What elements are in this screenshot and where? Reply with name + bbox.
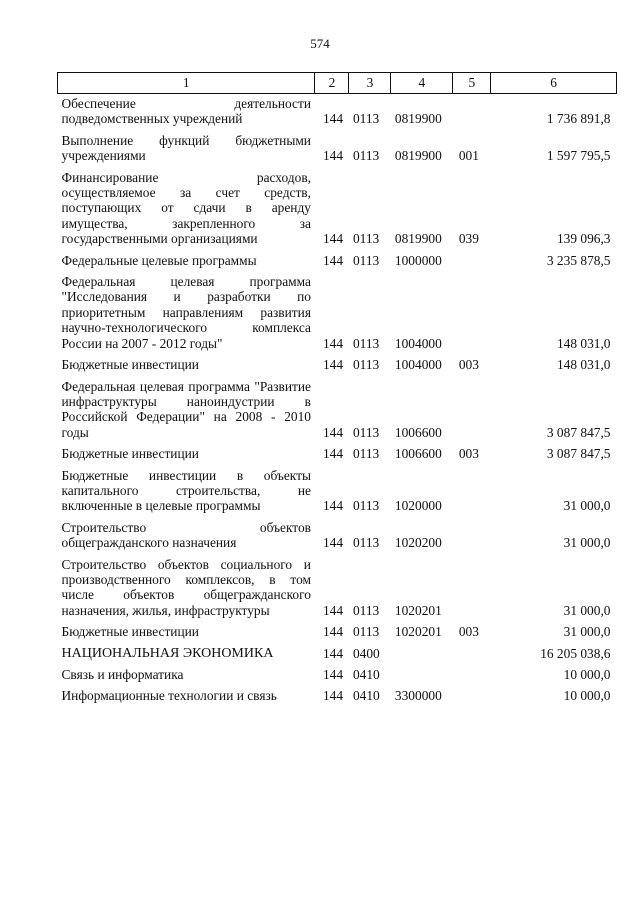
row-amount: 148 031,0 — [556, 335, 611, 351]
row-col3: 0113 — [352, 446, 380, 462]
row-col5: 001 — [458, 148, 479, 164]
row-col4: 1006600 — [394, 424, 442, 440]
table-row — [58, 518, 617, 555]
row-col5: 003 — [458, 624, 479, 640]
row-col2: 144 — [322, 231, 344, 247]
row-col2: 144 — [322, 424, 344, 440]
row-col2: 144 — [322, 335, 344, 351]
row-col3: 0113 — [352, 252, 380, 268]
row-amount: 16 205 038,6 — [540, 645, 611, 661]
row-name: Бюджетные инвестиции в объекты капитального строительства, не включенные в целевые программы — [61, 467, 311, 514]
row-col5 — [453, 94, 491, 131]
row-col3: 0113 — [352, 231, 380, 247]
row-amount: 1 597 795,5 — [546, 148, 611, 164]
table-row — [58, 377, 617, 445]
row-name: Связь и информатика — [61, 667, 184, 682]
row-amount: 148 031,0 — [556, 357, 611, 373]
table-row — [58, 272, 617, 355]
row-name: Бюджетные инвестиции — [61, 446, 199, 462]
row-col3: 0113 — [352, 498, 380, 514]
table-row — [58, 168, 617, 251]
table-row — [58, 555, 617, 623]
row-col5: 003 — [458, 446, 479, 462]
row-name: Бюджетные инвестиции — [61, 624, 199, 640]
row-col2: 144 — [322, 688, 344, 704]
row-col3: 0113 — [352, 148, 380, 164]
row-amount: 31 000,0 — [563, 498, 611, 514]
table-row — [58, 644, 617, 665]
row-name: Федеральная целевая программа "Развитие инфраструктуры наноиндустрии в Российской Федерации" на 2008 - 2010 годы — [61, 378, 311, 440]
header-cell-2: 2 — [315, 73, 349, 94]
table-row — [58, 251, 617, 272]
table-header — [58, 73, 617, 94]
row-name: Информационные технологии и связь — [61, 688, 277, 704]
row-col2: 144 — [322, 357, 344, 373]
row-amount: 10 000,0 — [563, 688, 611, 704]
table-row — [58, 686, 617, 707]
row-col3: 0113 — [352, 535, 380, 551]
row-amount: 3 087 847,5 — [546, 446, 611, 462]
row-col4: 1020201 — [394, 624, 442, 640]
row-name: Федеральная целевая программа "Исследования и разработки по приоритетным направлениям развития научно-технологического комплекса России на 2007 - 2012 годы" — [61, 274, 311, 351]
row-col3: 0113 — [352, 602, 380, 618]
row-col3: 0113 — [352, 424, 380, 440]
table-row — [58, 466, 617, 518]
row-amount: 3 235 878,5 — [546, 252, 611, 268]
table-row — [58, 94, 617, 131]
table-row — [58, 665, 617, 686]
row-name: Федеральные целевые программы — [61, 252, 257, 268]
row-col2: 144 — [322, 498, 344, 514]
row-col4: 1004000 — [394, 335, 442, 351]
header-cell-6: 6 — [491, 73, 617, 94]
row-amount: 10 000,0 — [563, 667, 611, 682]
row-col3: 0113 — [352, 111, 380, 127]
row-col2: 144 — [322, 535, 344, 551]
row-col3: 0410 — [352, 688, 380, 704]
row-col2: 144 — [322, 111, 344, 127]
table-row — [58, 622, 617, 643]
row-col4: 1004000 — [394, 357, 442, 373]
row-col5 — [453, 555, 491, 623]
row-col3: 0410 — [352, 667, 380, 682]
row-col4: 0819900 — [394, 111, 442, 127]
row-col4: 1020201 — [394, 602, 442, 618]
row-col4: 3300000 — [394, 688, 442, 704]
row-col4 — [391, 644, 453, 665]
row-col5 — [453, 466, 491, 518]
row-name: Бюджетные инвестиции — [61, 357, 199, 373]
row-col2: 144 — [322, 645, 344, 661]
row-col3: 0113 — [352, 624, 380, 640]
row-col4: 1020200 — [394, 535, 442, 551]
row-col4 — [391, 665, 453, 686]
row-name: Обеспечение деятельности подведомственных учреждений — [61, 96, 311, 127]
row-col2: 144 — [322, 252, 344, 268]
header-row — [58, 73, 617, 94]
row-col2: 144 — [322, 148, 344, 164]
row-col5: 003 — [458, 357, 479, 373]
row-amount: 139 096,3 — [556, 231, 611, 247]
row-name: Строительство объектов социального и производственного комплексов, в том числе объектов общегражданского назначения, жилья, инфраструктуры — [61, 556, 311, 618]
row-col2: 144 — [322, 624, 344, 640]
row-col5 — [453, 272, 491, 355]
row-amount: 31 000,0 — [563, 624, 611, 640]
row-amount: 31 000,0 — [563, 602, 611, 618]
row-name: Финансирование расходов, осуществляемое за счет средств, поступающих от сдачи в аренду имущества, закрепленного за государственными организациями — [61, 169, 311, 247]
row-col2: 144 — [322, 446, 344, 462]
row-col5 — [453, 518, 491, 555]
row-col3: 0113 — [352, 335, 380, 351]
budget-table — [57, 72, 617, 708]
row-col5 — [453, 377, 491, 445]
row-col2: 144 — [322, 602, 344, 618]
table-row — [58, 355, 617, 376]
header-cell-5: 5 — [453, 73, 491, 94]
row-col4: 1006600 — [394, 446, 442, 462]
row-col5 — [453, 665, 491, 686]
row-col5: 039 — [458, 231, 479, 247]
header-cell-1: 1 — [58, 73, 315, 94]
table-row — [58, 131, 617, 168]
row-col5 — [453, 686, 491, 707]
page-number: 574 — [310, 36, 330, 51]
row-amount: 1 736 891,8 — [546, 111, 611, 127]
row-col3: 0400 — [352, 645, 380, 661]
header-cell-4: 4 — [391, 73, 453, 94]
row-col4: 0819900 — [394, 148, 442, 164]
row-col4: 0819900 — [394, 231, 442, 247]
row-col5 — [453, 644, 491, 665]
row-col2: 144 — [322, 667, 344, 682]
row-amount: 31 000,0 — [563, 535, 611, 551]
table-body — [58, 94, 617, 708]
row-name: Строительство объектов общегражданского назначения — [61, 519, 311, 551]
table-row — [58, 444, 617, 465]
row-name: Выполнение функций бюджетными учреждениями — [61, 132, 311, 164]
header-cell-3: 3 — [349, 73, 391, 94]
row-col5 — [453, 251, 491, 272]
row-name: НАЦИОНАЛЬНАЯ ЭКОНОМИКА — [61, 645, 274, 661]
row-amount: 3 087 847,5 — [546, 424, 611, 440]
row-col4: 1000000 — [394, 252, 442, 268]
row-col3: 0113 — [352, 357, 380, 373]
row-col4: 1020000 — [394, 498, 442, 514]
